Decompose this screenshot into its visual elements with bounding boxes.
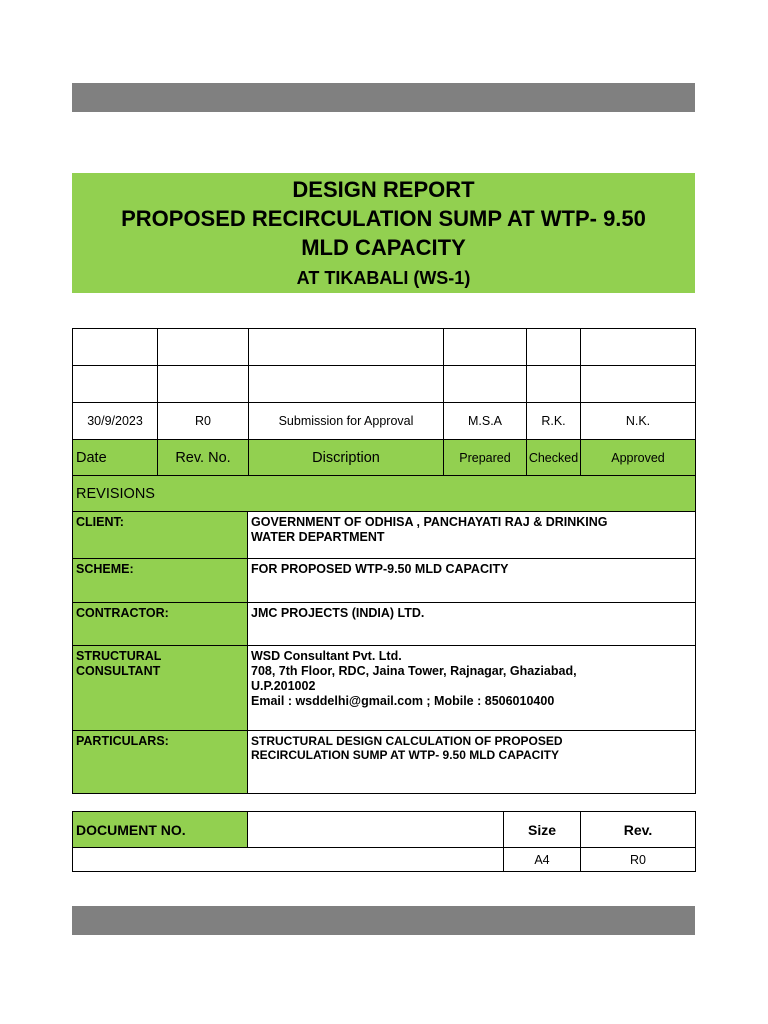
contractor-label: CONTRACTOR: xyxy=(73,603,248,646)
info-row-particulars xyxy=(73,731,696,794)
revisions-label: REVISIONS xyxy=(73,476,696,512)
revision-description xyxy=(249,329,444,366)
revision-date xyxy=(73,329,158,366)
title-line-2: PROPOSED RECIRCULATION SUMP AT WTP- 9.50 xyxy=(121,206,646,231)
revision-row xyxy=(73,403,696,440)
revision-checked xyxy=(527,329,581,366)
client-line: GOVERNMENT OF ODHISA , PANCHAYATI RAJ & DRINKING xyxy=(251,515,608,529)
client-value xyxy=(248,512,696,559)
revision-row xyxy=(73,329,696,366)
particulars-label: PARTICULARS: xyxy=(73,731,248,794)
revision-prepared xyxy=(444,366,527,403)
header-date: Date xyxy=(73,440,158,476)
consultant-line: 708, 7th Floor, RDC, Jaina Tower, Rajnagar, Ghaziabad, xyxy=(251,664,577,678)
rev-label: Rev. xyxy=(581,812,696,848)
consultant-line: Email : wsddelhi@gmail.com ; Mobile : 8506010400 xyxy=(251,694,555,708)
revisions-table xyxy=(72,328,696,512)
project-info-table xyxy=(72,511,696,794)
revision-prepared xyxy=(444,329,527,366)
particulars-value xyxy=(248,731,696,794)
document-no-label: DOCUMENT NO. xyxy=(73,812,248,848)
revision-date: 30/9/2023 xyxy=(73,403,158,440)
revision-number xyxy=(158,329,249,366)
rev-value: R0 xyxy=(581,848,696,872)
title-line-3: MLD CAPACITY xyxy=(301,235,466,260)
info-row-consultant xyxy=(73,646,696,731)
revision-approved xyxy=(581,329,696,366)
client-line: WATER DEPARTMENT xyxy=(251,530,385,544)
header-approved: Approved xyxy=(581,440,696,476)
report-title xyxy=(72,173,695,262)
consultant-value xyxy=(248,646,696,731)
document-number-table xyxy=(72,811,696,872)
info-row-scheme xyxy=(73,559,696,603)
header-rev-no: Rev. No. xyxy=(158,440,249,476)
revision-checked xyxy=(527,366,581,403)
revision-approved: N.K. xyxy=(581,403,696,440)
consultant-line: U.P.201002 xyxy=(251,679,316,693)
revision-number xyxy=(158,366,249,403)
title-line-1: DESIGN REPORT xyxy=(292,177,475,202)
size-label: Size xyxy=(504,812,581,848)
doc-value-row xyxy=(73,848,696,872)
info-row-contractor xyxy=(73,603,696,646)
scheme-label: SCHEME: xyxy=(73,559,248,603)
contractor-value: JMC PROJECTS (INDIA) LTD. xyxy=(248,603,696,646)
revision-number: R0 xyxy=(158,403,249,440)
title-location: AT TIKABALI (WS-1) xyxy=(296,268,471,288)
bottom-gray-bar xyxy=(72,906,695,935)
consultant-label xyxy=(73,646,248,731)
revision-date xyxy=(73,366,158,403)
consultant-label-line: STRUCTURAL xyxy=(76,649,162,663)
header-description: Discription xyxy=(249,440,444,476)
top-gray-bar xyxy=(72,83,695,112)
title-block xyxy=(72,173,695,293)
client-label: CLIENT: xyxy=(73,512,248,559)
document-no-value xyxy=(248,812,504,848)
revision-row xyxy=(73,366,696,403)
consultant-line: WSD Consultant Pvt. Ltd. xyxy=(251,649,402,663)
header-checked: Checked xyxy=(527,440,581,476)
revision-prepared: M.S.A xyxy=(444,403,527,440)
header-prepared: Prepared xyxy=(444,440,527,476)
revisions-section-row xyxy=(73,476,696,512)
size-value: A4 xyxy=(504,848,581,872)
revision-approved xyxy=(581,366,696,403)
revision-checked: R.K. xyxy=(527,403,581,440)
revision-header-row xyxy=(73,440,696,476)
particulars-line: STRUCTURAL DESIGN CALCULATION OF PROPOSED xyxy=(251,734,563,748)
consultant-label-line: CONSULTANT xyxy=(76,664,161,678)
scheme-value: FOR PROPOSED WTP-9.50 MLD CAPACITY xyxy=(248,559,696,603)
particulars-line: RECIRCULATION SUMP AT WTP- 9.50 MLD CAPACITY xyxy=(251,748,560,762)
revision-description xyxy=(249,366,444,403)
revision-description: Submission for Approval xyxy=(249,403,444,440)
info-row-client xyxy=(73,512,696,559)
doc-header-row xyxy=(73,812,696,848)
document-no-blank xyxy=(73,848,504,872)
